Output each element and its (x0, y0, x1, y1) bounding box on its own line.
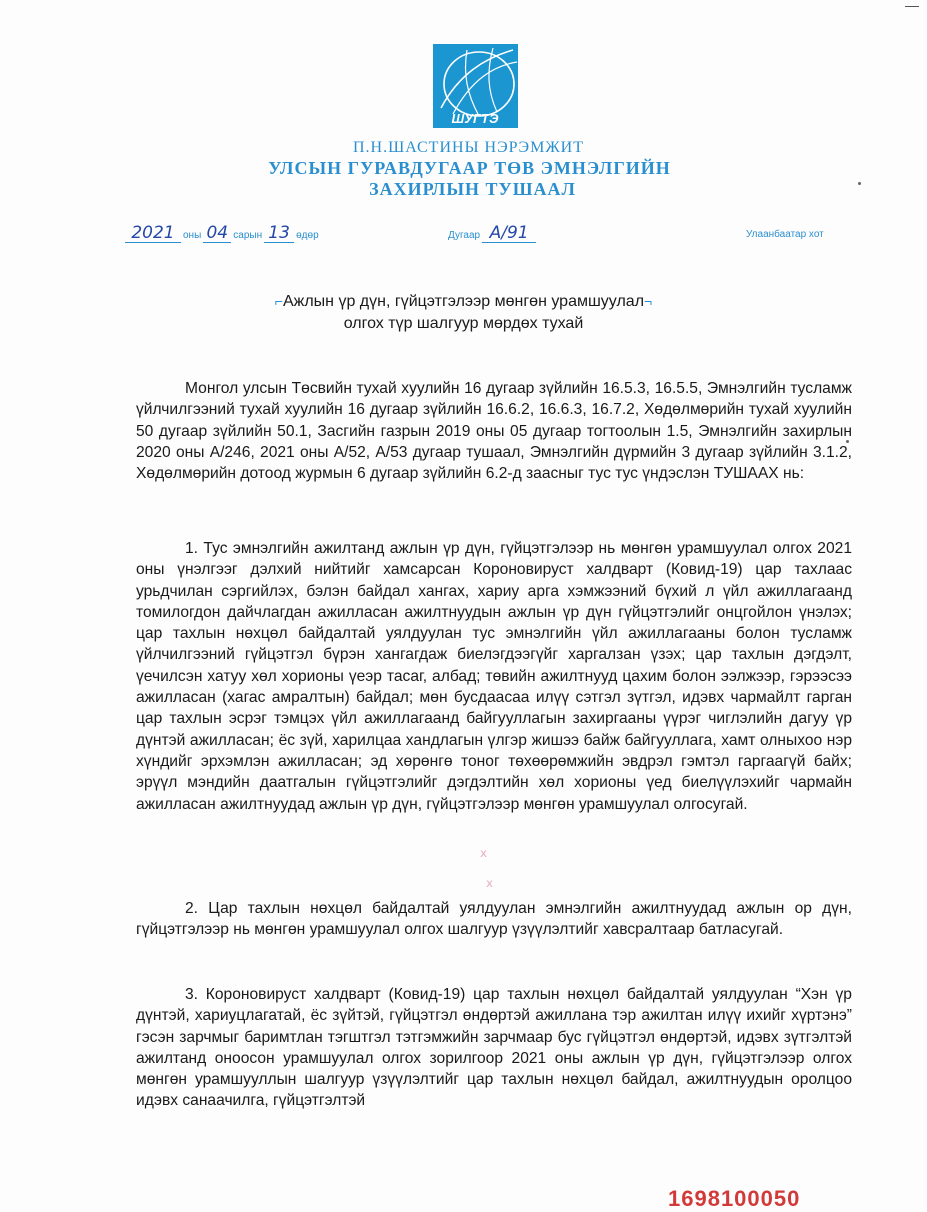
date-day: 13 (264, 224, 294, 243)
preamble (136, 378, 852, 484)
title-bracket-icon: ⌐ (274, 293, 283, 309)
clause-2 (136, 898, 852, 941)
title-line-1: Ажлын үр дүн, гүйцэтгэлээр мөнгөн урамшуулал (282, 293, 645, 310)
clause-2-text: 2. Цар тахлын нөхцөл байдалтай уялдуулан эмнэлгийн ажилтнуудад ажлын ор дүн, гүйцэтгэлээр нь мөнгөн урамшуулал олгох шалгуур үзүүлэлтийг хавсралтаар батласугай. (136, 900, 852, 939)
year-label: оны (183, 230, 202, 241)
document-title (0, 290, 927, 335)
header-line-2: УЛСЫН ГУРАВДУГААР ТӨВ ЭМНЭЛГИЙН (268, 158, 671, 178)
svg-text:ШУГТЭ: ШУГТЭ (451, 111, 499, 126)
title-line-2: олгох түр шалгуур мөрдөх тухай (343, 315, 584, 332)
clause-3 (136, 984, 852, 1112)
clause-3-text: 3. Короновируст халдварт (Ковид-19) цар тахлын нөхцөл байдалтай уялдуулан “Хэн үр дүнтэй, хариуцлагатай, ёс зүйтэй, гүйцэтгэл өндөртэй ажиллана тэр ажилтан илүү ихийг хүртэнэ” гэсэн зарчмыг баримтлан тэгштгэл тэтгэмжийн зарчмаар бус гүйцэтгэл өндөртэй, идэвх зүтгэлтэй ажилтанд оноосон урамшуулал олгох зорилгоор 2021 оны ажлын үр дүн, гүйцэтгэлээр олгох мөнгөн урамшууллын шалгуур үзүүлэлтийг цар тахлын нөхцөл байдал, ажилтнуудын оролцоо идэвх санаачилга, гүйцэтгэлтэй (136, 986, 852, 1110)
header-line-3: ЗАХИРЛЫН ТУШААЛ (369, 179, 576, 199)
preamble-text: Монгол улсын Төсвийн тухай хуулийн 16 дугаар зүйлийн 16.5.3, 16.5.5, Эмнэлгийн тусламж үйлчилгээний тухай хуулийн 16 дугаар зүйлийн 16.6.2, 16.6.3, 16.7.2, Хөдөлмөрийн тухай хуулийн 50 дугаар зүйлийн 50.1, Засгийн газрын 2019 оны 05 дугаар тогтоолын 1.5, Эмнэлгийн захирлын 2020 оны А/246, 2021 оны А/52, А/53 дугаар тушаал, Эмнэлгийн дүрмийн 3 дугаар зүйлийн 3.1.2, Хөдөлмөрийн дотоод журмын 6 дугаар зүйлийн 6.2-д заасныг тус тус үндэслэн ТУШААХ нь: (136, 380, 852, 483)
clause-1 (136, 538, 852, 815)
corner-mark (905, 6, 919, 7)
serial-number: 1698100050 (668, 1186, 801, 1211)
day-label: өдөр (296, 230, 319, 241)
faint-stamp-mark: ⅹ (480, 846, 488, 860)
faint-stamp-mark: ⅹ (486, 876, 494, 890)
clause-1-text: 1. Тус эмнэлгийн ажилтанд ажлын үр дүн, гүйцэтгэлээр нь мөнгөн урамшуулал олгох 2021 оны үнэлгээг дэлхий нийтийг хамсарсан Короновируст халдварт (Ковид-19) цар тахлаас урьдчилан сэргийлэх, бэлэн байдал хангах, хариу арга хэмжээний бүхий л үйл ажиллагаанд томилогдон дайчлагдан ажилласан ажилтнуудын ажлын үр дүн гүйцэтгэлийг онцгойлон үнэлэх; цар тахлын нөхцөл байдалтай уялдуулан тус эмнэлгийн үйл ажиллагааны болон тусламж үйлчилгээний гүйцэтгэл бүрэн хангагдаж биелэгдээгүйг харгалзан үзэх; цар тахлын дэгдэлт, үечилсэн хатуу хөл хорионы үеэр тасаг, албад; төвийн ажилтнууд цахим болон ээлжээр, гэрээсээ ажилласан (хагас амралтын) байдал; мөн бусдаасаа илүү сэтгэл зүтгэл, идэвх чармайлт гарган цар тахлын эсрэг тэмцэх үйл ажиллагаанд байгууллагын захиргааны үүрэг чиглэлийн дагуу үр дүнтэй ажилласан; ёс зүй, харилцаа хандлагын үлгэр жишээ байж байгууллага, хамт олныхоо нэр хүндийг эрхэмлэн ажилласан; эд хөрөнгө тоног төхөөрөмжийн эвдрэл гэмтэл гаргаагүй байх; эрүүл мэндийн даатгалын гүйцэтгэлийг дэгдэлтийн хөл хорионы үед биелүүлэхийг чармайн ажилласан ажилтнуудад ажлын үр дүн, гүйцэтгэлээр мөнгөн урамшуулал олгосугай. (136, 540, 852, 813)
date-field (125, 224, 321, 248)
month-label: сарын (233, 230, 263, 241)
document-header (0, 139, 927, 200)
hospital-logo (433, 44, 518, 128)
order-number-field (446, 224, 536, 248)
order-number: А/91 (482, 224, 536, 243)
date-year: 2021 (125, 224, 181, 243)
city-label: Улаанбаатар хот (746, 229, 824, 240)
number-label: Дугаар (448, 230, 481, 241)
title-bracket-icon: ¬ (644, 293, 653, 309)
header-line-1: П.Н.ШАСТИНЫ НЭРЭМЖИТ (353, 139, 584, 156)
date-month: 04 (203, 224, 231, 243)
